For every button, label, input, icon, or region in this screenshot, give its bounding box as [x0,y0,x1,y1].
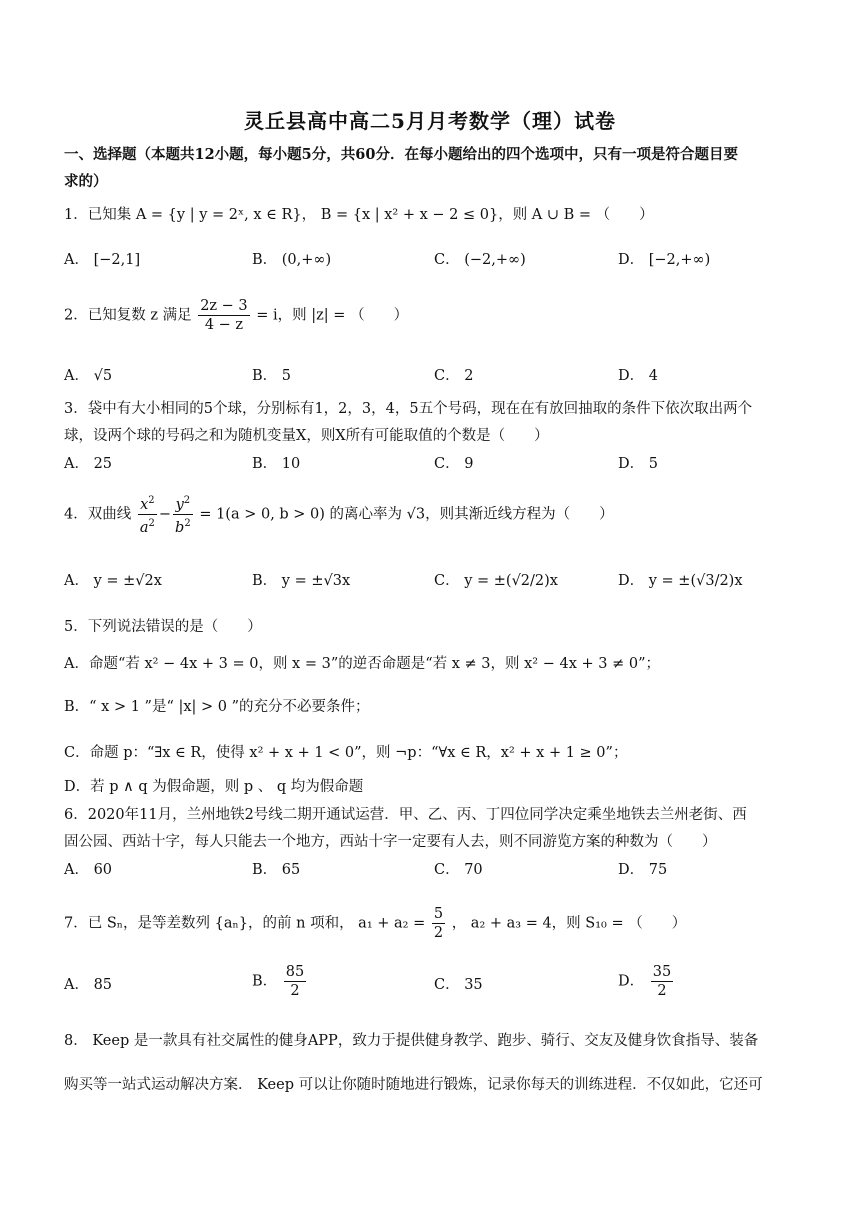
q3-line2: 球，设两个球的号码之和为随机变量X，则X所有可能取值的个数是（ ） [64,428,549,444]
q1-stem: 1．已知集 A = {y | y = 2ˣ, x ∈ R}， B = {x | x² + x − 2 ≤ 0}，则 A ∪ B = （ ） [64,207,654,223]
q5-option-a: A．命题“若 x² − 4x + 3 = 0，则 x = 3”的逆否命题是“若 x ≠ 3，则 x² − 4x + 3 ≠ 0”； [64,656,660,672]
q8-line1: 8． Keep 是一款具有社交属性的健身APP，致力于提供健身教学、跑步、骑行、交友及健身饮食指导、装备 [64,1033,759,1049]
q7-fraction [432,905,445,942]
section-heading-line2: 求的） [64,173,108,190]
q7-option-b-den: 2 [290,983,300,999]
q7-option-b [252,963,308,1000]
q3-line1: 3．袋中有大小相同的5个球，分别标有1，2，3，4，5五个号码，现在在有放回抽取的条件下依次取出两个 [64,401,753,417]
q1-option-a: A． [−2,1] [64,252,141,268]
q2-frac-den: 4 − z [204,317,244,333]
q7-frac-den: 2 [433,925,444,941]
q5-option-c: C．命题 p：“∃x ∈ R，使得 x² + x + 1 < 0”，则 ¬p：“∀x ∈ R，x² + x + 1 ≥ 0”； [64,745,628,761]
q7-stem-before: 7．已 Sₙ，是等差数列 {aₙ}，的前 n 项和， a₁ + a₂ = [64,915,426,932]
q6-line2: 固公园、西站十字，每人只能去一个地方，西站十字一定要有人去，则不同游览方案的种数为（ ） [64,834,717,850]
q6-option-b: B． 65 [252,862,301,878]
q4-stem-before: 4．双曲线 [64,506,132,523]
q2-stem-after: = i，则 |z| = （ ） [256,307,409,324]
q2-stem-before: 2．已知复数 z 满足 [64,307,192,324]
q4-stem-after: = 1(a > 0, b > 0) 的离心率为 √3，则其渐近线方程为（ ） [199,506,614,523]
q5-stem: 5．下列说法错误的是（ ） [64,619,262,635]
q2-fraction [198,297,249,334]
q7-option-d-den: 2 [657,983,667,999]
q4-option-c: C． y = ±(√2/2)x [434,573,558,589]
q1-option-b: B． (0,+∞) [252,252,332,268]
q4-stem: 4．双曲线 $\frac{x^2}{a^2}$ − $\frac{y^2}{b^2}$ = 1(a > 0, b > 0) 的离心率为 √3，则其渐近线方程为（ ） [64,492,800,537]
page-title: 灵丘县高中高二5月月考数学（理）试卷 [244,109,616,133]
q7-frac-num: 5 [433,906,444,922]
q6-option-a: A． 60 [64,862,113,878]
q4-option-d: D． y = ±(√3/2)x [618,573,743,589]
q5-option-b: B．“ x > 1 ”是“ |x| > 0 ”的充分不必要条件； [64,699,370,715]
q3-option-c: C． 9 [434,456,474,472]
q6-option-d: D． 75 [618,862,668,878]
q2-frac-num: 2z − 3 [200,298,248,314]
q6-line1: 6．2020年11月，兰州地铁2号线二期开通试运营．甲、乙、丙、丁四位同学决定乘坐地铁去兰州老街、西 [64,807,747,823]
q7-stem [64,905,800,942]
q4-frac-x: $\frac{x^2}{a^2}$ [138,492,157,537]
q4-option-a: A． y = ±√2x [64,573,162,589]
q5-option-d: D．若 p ∧ q 为假命题，则 p 、 q 均为假命题 [64,779,364,795]
q6-option-c: C． 70 [434,862,483,878]
q7-option-b-fraction [284,963,306,1000]
q7-option-b-label: B． [252,973,278,990]
q7-option-d-fraction [651,963,673,1000]
q7-option-b-num: 85 [285,964,305,980]
q7-option-d [618,963,675,1000]
q7-option-d-label: D． [618,973,645,990]
q3-option-d: D． 5 [618,456,658,472]
q8-line2: 购买等一站式运动解决方案． Keep 可以让你随时随地进行锻炼，记录你每天的训练进程．不仅如此，它还可 [64,1077,763,1093]
q2-option-c: C． 2 [434,368,474,384]
q3-option-b: B． 10 [252,456,301,472]
q2-option-a: A． √5 [64,368,113,384]
section-heading-line1: 一、选择题（本题共12小题，每小题5分，共60分．在每小题给出的四个选项中，只有一项是符合题目要 [64,146,738,163]
q2-stem [64,297,800,334]
q7-option-c: C． 35 [434,977,483,993]
q2-option-b: B． 5 [252,368,291,384]
q1-option-d: D． [−2,+∞) [618,252,711,268]
q1-option-c: C． (−2,+∞) [434,252,526,268]
q4-frac-y: $\frac{y^2}{b^2}$ [173,492,193,537]
q7-stem-mid: ， a₂ + a₃ = 4，则 S₁₀ = （ ） [451,915,687,932]
q7-option-d-num: 35 [652,964,672,980]
q2-option-d: D． 4 [618,368,658,384]
q4-option-b: B． y = ±√3x [252,573,351,589]
q7-option-a: A． 85 [64,977,113,993]
q3-option-a: A． 25 [64,456,113,472]
